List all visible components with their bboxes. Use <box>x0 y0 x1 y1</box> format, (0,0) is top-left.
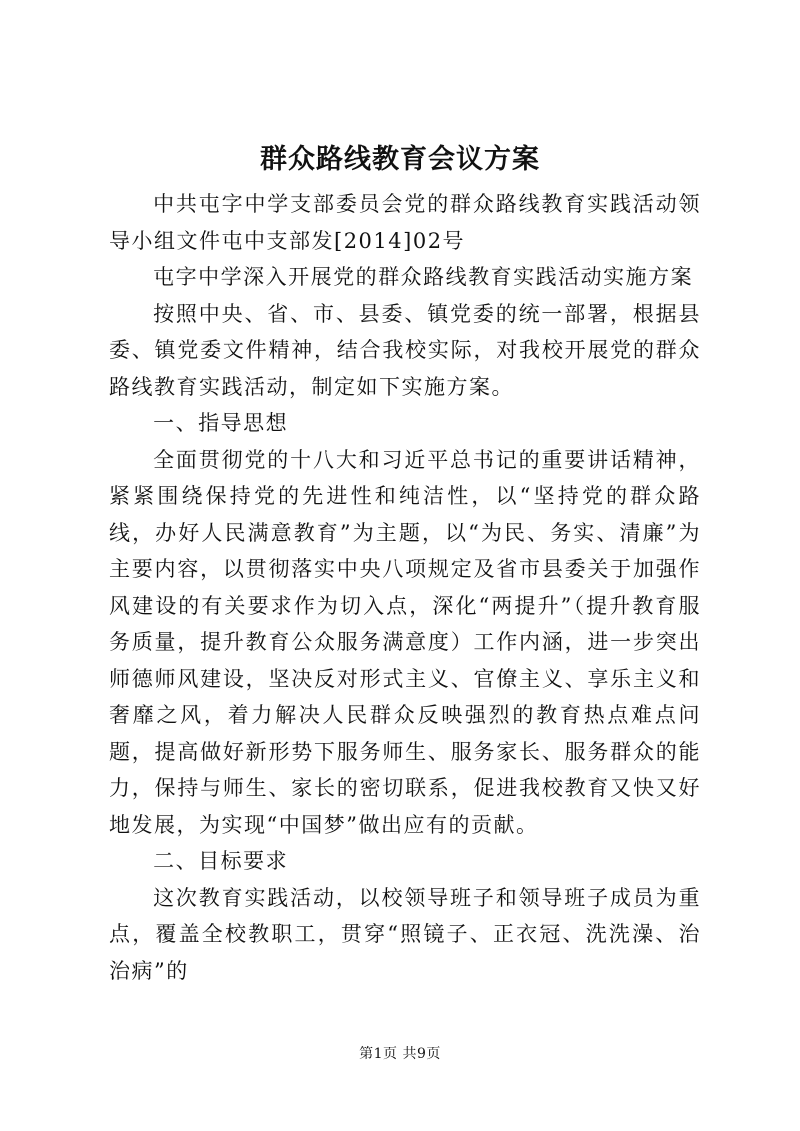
document-paragraph: 全面贯彻党的十八大和习近平总书记的重要讲话精神，紧紧围绕保持党的先进性和纯洁性，以“坚持党的群众路线，办好人民满意教育”为主题，以“为民、务实、清廉”为主要内容，以贯彻落实中央八项规定及省市县委关于加强作风建设的有关要求作为切入点，深化“两提升”（提升教育服务质量，提升教育公众服务满意度）工作内涵，进一步突出师德师风建设，坚决反对形式主义、官僚主义、享乐主义和奢靡之风，着力解决人民群众反映强烈的教育热点难点问题，提高做好新形势下服务师生、服务家长、服务群众的能力，保持与师生、家长的密切联系，促进我校教育又快又好地发展，为实现“中国梦”做出应有的贡献。 <box>109 447 701 837</box>
document-paragraph: 这次教育实践活动，以校领导班子和领导班子成员为重点，覆盖全校教职工，贯穿“照镜子、正衣冠、洗洗澡、治治病”的 <box>109 885 701 983</box>
section-heading: 一、指导思想 <box>153 411 289 435</box>
document-body <box>109 186 701 989</box>
page-footer: 第1页 共9页 <box>359 1046 441 1062</box>
section-heading: 二、目标要求 <box>153 849 289 873</box>
document-paragraph: 屯字中学深入开展党的群众路线教育实践活动实施方案 <box>153 265 694 289</box>
document-paragraph: 中共屯字中学支部委员会党的群众路线教育实践活动领导小组文件屯中支部发[2014]02号 <box>109 192 701 253</box>
document-paragraph: 按照中央、省、市、县委、镇党委的统一部署，根据县委、镇党委文件精神，结合我校实际，对我校开展党的群众路线教育实践活动，制定如下实施方案。 <box>109 301 701 399</box>
document-title: 群众路线教育会议方案 <box>260 144 540 175</box>
